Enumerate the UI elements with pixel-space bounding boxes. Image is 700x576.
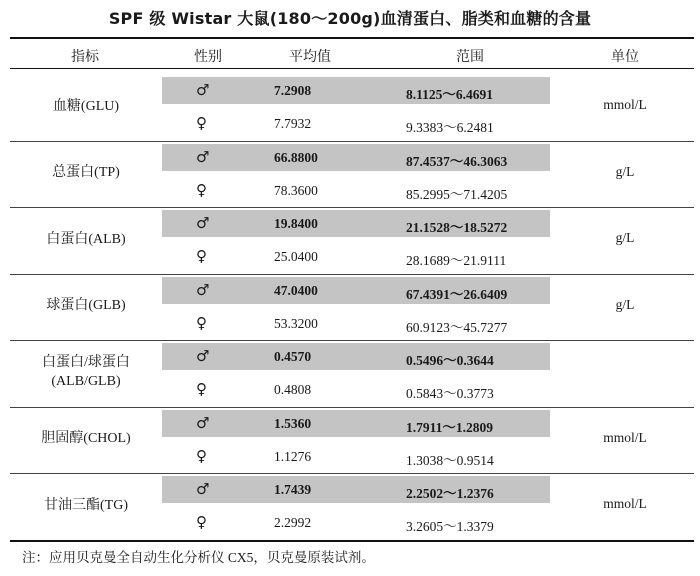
header-range: 范围 <box>456 50 484 65</box>
male-symbol: ♂ <box>196 480 210 498</box>
female-mean-value: 2.2992 <box>274 515 312 530</box>
female-symbol: ♀ <box>196 313 207 332</box>
female-range-value: 3.2605～1.3379 <box>406 519 494 534</box>
table-title: SPF 级 Wistar 大鼠(180～200g)血清蛋白、脂类和血糖的含量 <box>108 9 592 28</box>
female-mean-value: 7.7932 <box>274 116 312 131</box>
indicator-label <box>12 496 160 515</box>
top-rule <box>10 37 694 39</box>
female-symbol: ♀ <box>196 513 207 531</box>
male-range-value: 87.4537～46.3063 <box>406 153 508 169</box>
bottom-rule <box>10 540 694 542</box>
female-range-value: 60.9123～45.7277 <box>406 319 508 335</box>
indicator-label <box>12 296 160 315</box>
indicator-line: 白蛋白/球蛋白 <box>42 355 130 371</box>
group-separator <box>10 274 694 275</box>
indicator-line: 胆固醇(CHOL) <box>41 431 131 447</box>
indicator-label <box>12 163 160 182</box>
male-mean-value: 1.5360 <box>274 415 312 431</box>
header-indicator: 指标 <box>71 50 99 65</box>
female-symbol: ♀ <box>196 380 207 398</box>
group-separator <box>10 141 694 142</box>
female-range-value: 0.5843～0.3773 <box>406 386 494 401</box>
unit-cell: mmol/L <box>603 496 647 511</box>
male-symbol: ♂ <box>196 347 210 365</box>
male-range-value: 67.4391～26.6409 <box>406 286 508 302</box>
female-range-value: 1.3038～0.9514 <box>406 452 494 468</box>
group-separator <box>10 407 694 408</box>
table-note: 注：应用贝克曼全自动生化分析仪 CX5，贝克曼原装试剂。 <box>22 550 375 565</box>
indicator-label <box>12 353 160 391</box>
male-range-value: 1.7911～1.2809 <box>406 419 494 435</box>
group-separator <box>10 340 694 341</box>
female-symbol: ♀ <box>196 180 207 199</box>
male-mean-value: 66.8800 <box>274 149 318 165</box>
female-symbol: ♀ <box>196 114 207 132</box>
header-mean: 平均值 <box>289 50 331 65</box>
male-range-value: 0.5496～0.3644 <box>406 353 494 368</box>
indicator-label <box>12 230 160 249</box>
group-separator <box>10 207 694 208</box>
female-mean-value: 78.3600 <box>274 182 318 198</box>
indicator-line: 球蛋白(GLB) <box>46 298 126 314</box>
indicator-label <box>12 429 160 448</box>
unit-cell: mmol/L <box>603 97 647 112</box>
male-range-value: 8.1125～6.4691 <box>406 87 494 102</box>
male-symbol: ♂ <box>196 147 210 166</box>
male-symbol: ♂ <box>196 413 210 432</box>
male-mean-value: 0.4570 <box>274 349 312 364</box>
female-range-value: 9.3383～6.2481 <box>406 120 494 135</box>
indicator-line: 甘油三酯(TG) <box>44 497 128 513</box>
male-mean-value: 1.7439 <box>274 482 312 497</box>
female-range-value: 85.2995～71.4205 <box>406 186 508 202</box>
male-range-value: 21.1528～18.5272 <box>406 220 508 235</box>
male-symbol: ♂ <box>196 280 210 299</box>
indicator-line: (ALB/GLB) <box>51 374 121 390</box>
female-mean-value: 0.4808 <box>274 382 312 397</box>
unit-cell: g/L <box>615 296 635 312</box>
indicator-line: 白蛋白(ALB) <box>46 231 126 247</box>
header-sex: 性别 <box>194 50 222 65</box>
male-mean-value: 7.2908 <box>274 83 312 98</box>
male-mean-value: 47.0400 <box>274 282 318 298</box>
male-mean-value: 19.8400 <box>274 216 318 231</box>
unit-cell: g/L <box>615 230 635 245</box>
female-mean-value: 53.3200 <box>274 315 318 331</box>
female-mean-value: 25.0400 <box>274 249 318 264</box>
female-symbol: ♀ <box>196 247 207 265</box>
header-unit: 单位 <box>611 50 639 65</box>
female-mean-value: 1.1276 <box>274 448 312 464</box>
male-symbol: ♂ <box>196 81 210 99</box>
unit-cell: mmol/L <box>603 429 647 445</box>
header-rule <box>10 68 694 69</box>
indicator-line: 总蛋白(TP) <box>52 165 120 181</box>
indicator-line: 血糖(GLU) <box>52 98 120 114</box>
male-range-value: 2.2502～1.2376 <box>406 486 494 501</box>
group-separator <box>10 473 694 474</box>
male-symbol: ♂ <box>196 214 210 232</box>
female-symbol: ♀ <box>196 446 207 465</box>
indicator-label <box>12 97 160 116</box>
female-range-value: 28.1689～21.9111 <box>406 253 507 268</box>
unit-cell: g/L <box>615 163 635 179</box>
